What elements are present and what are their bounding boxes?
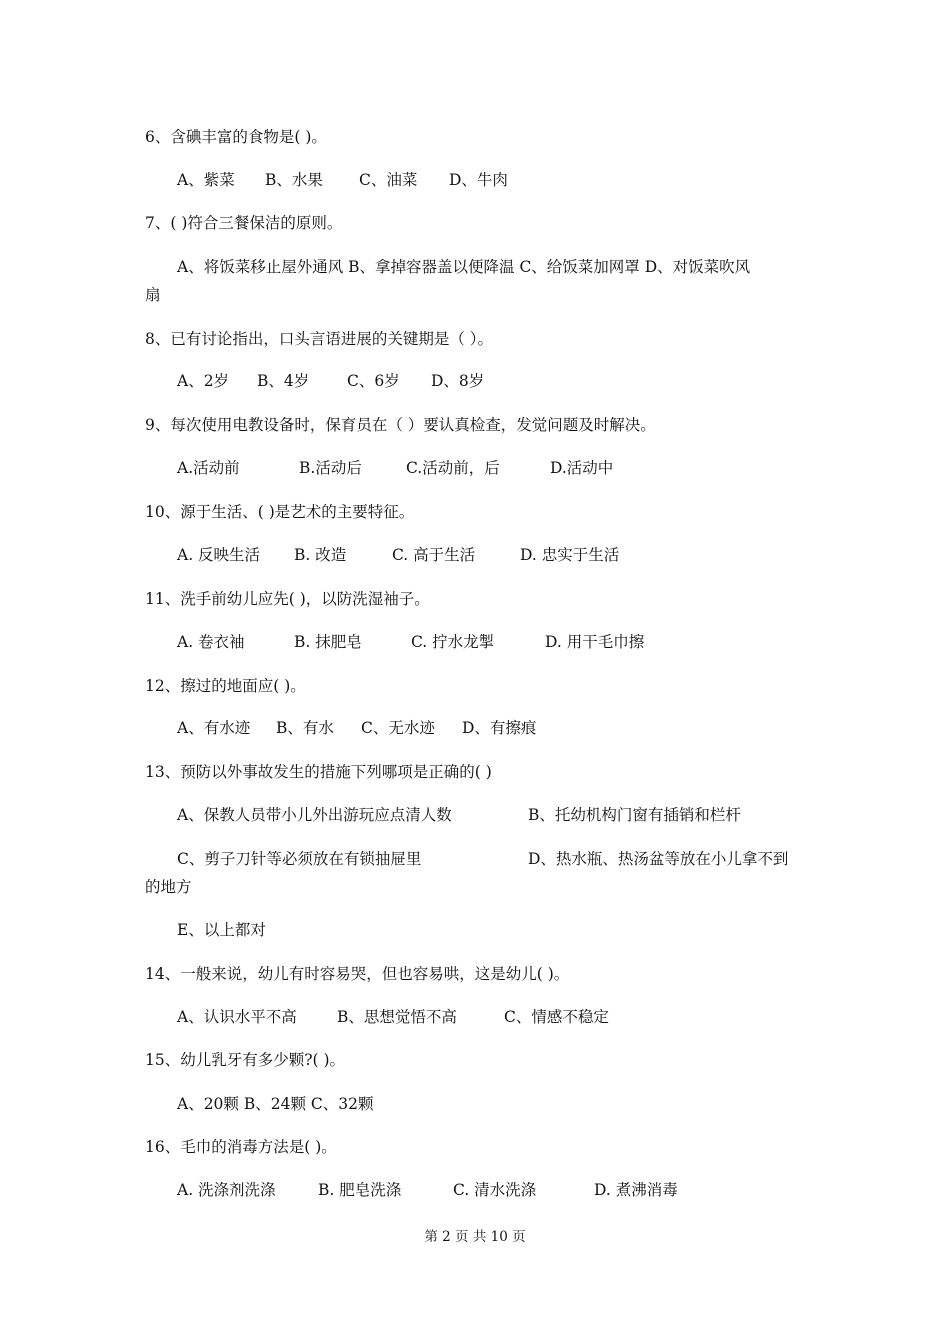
question-15-options: A、20颗 B、24颗 C、32颗: [177, 1095, 374, 1113]
option-a: A、保教人员带小儿外出游玩应点清人数: [177, 806, 452, 824]
option-b: B. 肥皂洗涤: [318, 1181, 402, 1199]
question-14-options: [0, 1003, 950, 1031]
option-d: D. 忠实于生活: [520, 546, 620, 564]
option-b: B. 抹肥皂: [294, 633, 362, 651]
question-8-stem: 8、已有讨论指出，口头言语进展的关键期是（ ）。: [145, 330, 494, 348]
option-a: A、认识水平不高: [177, 1008, 297, 1026]
question-16-stem: 16、毛巾的消毒方法是( )。: [145, 1138, 337, 1156]
question-12-options: [0, 714, 950, 742]
question-6-stem: 6、含碘丰富的食物是( )。: [145, 128, 327, 146]
question-10-options: [0, 541, 950, 569]
option-c: C、6岁: [347, 372, 400, 390]
option-c: C. 清水洗涤: [453, 1181, 537, 1199]
question-6-options: [0, 166, 950, 194]
question-10-stem: 10、源于生活、( )是艺术的主要特征。: [145, 503, 415, 521]
question-16-options: [0, 1176, 950, 1204]
option-c: C、无水迹: [361, 719, 435, 737]
question-15-stem: 15、幼儿乳牙有多少颗?( )。: [145, 1051, 346, 1069]
option-d: D、有擦痕: [462, 719, 537, 737]
question-8-options: [0, 367, 950, 395]
option-c: C、油菜: [359, 171, 418, 189]
option-c: C. 高于生活: [392, 546, 476, 564]
option-b: B.活动后: [299, 459, 362, 477]
question-11-options: [0, 628, 950, 656]
question-9-options: [0, 454, 950, 482]
option-a: A.活动前: [177, 459, 240, 477]
option-d: D、牛肉: [449, 171, 508, 189]
option-a: A、有水迹: [177, 719, 251, 737]
question-12-stem: 12、擦过的地面应( )。: [145, 677, 306, 695]
option-b: B. 改造: [294, 546, 347, 564]
question-7-options-line2: 扇: [145, 286, 161, 304]
question-9-stem: 9、每次使用电教设备时，保育员在（ ）要认真检查，发觉问题及时解决。: [145, 416, 656, 434]
question-11-stem: 11、洗手前幼儿应先( )，以防洗湿袖子。: [145, 590, 430, 608]
option-b: B、有水: [276, 719, 334, 737]
option-a: A、2岁: [177, 372, 230, 390]
option-c: C. 拧水龙掣: [411, 633, 495, 651]
option-d: D. 用干毛巾擦: [545, 633, 645, 651]
option-d-continued: 的地方: [145, 878, 192, 896]
question-13-options-row2: [0, 845, 950, 873]
question-14-stem: 14、一般来说，幼儿有时容易哭，但也容易哄，这是幼儿( )。: [145, 965, 570, 983]
option-d: D、8岁: [431, 372, 485, 390]
question-7-options: [145, 253, 810, 309]
option-a: A. 卷衣袖: [177, 633, 245, 651]
option-c: C.活动前，后: [406, 459, 500, 477]
question-13-stem: 13、预防以外事故发生的措施下列哪项是正确的( ): [145, 763, 492, 781]
option-e: E、以上都对: [177, 921, 266, 939]
option-d: D.活动中: [550, 459, 614, 477]
page-footer: 第 2 页 共 10 页: [424, 1229, 526, 1245]
option-b: B、托幼机构门窗有插销和栏杆: [528, 806, 741, 824]
option-b: B、思想觉悟不高: [337, 1008, 457, 1026]
question-7-stem: 7、( )符合三餐保洁的原则。: [145, 214, 343, 232]
option-a: A. 洗涤剂洗涤: [177, 1181, 276, 1199]
option-b: B、水果: [265, 171, 323, 189]
option-d: D、热水瓶、热汤盆等放在小儿拿不到: [528, 850, 789, 868]
option-c: C、情感不稳定: [504, 1008, 609, 1026]
question-7-options-line1: A、将饭菜移止屋外通风 B、拿掉容器盖以便降温 C、给饭菜加网罩 D、对饭菜吹风: [177, 258, 751, 276]
option-d: D. 煮沸消毒: [594, 1181, 678, 1199]
option-b: B、4岁: [257, 372, 310, 390]
option-c: C、剪子刀针等必须放在有锁抽屉里: [177, 850, 422, 868]
option-a: A. 反映生活: [177, 546, 261, 564]
question-13-options-row1: [0, 801, 950, 829]
option-a: A、紫菜: [177, 171, 235, 189]
